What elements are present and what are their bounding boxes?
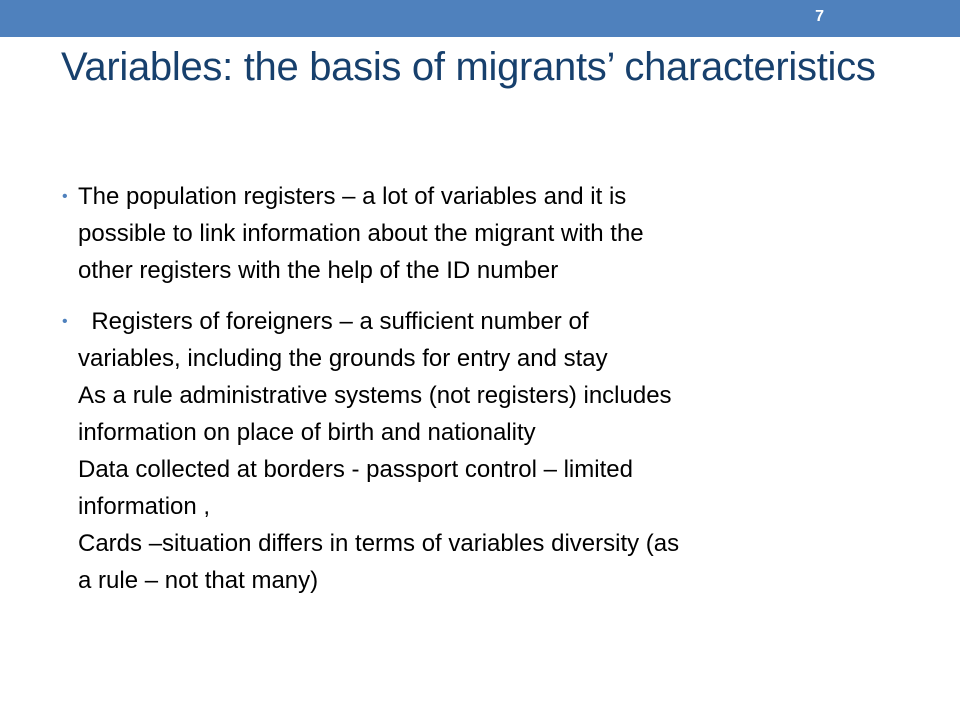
bullet-line: variables, including the grounds for entry and stay <box>78 345 608 372</box>
bullet-line: information on place of birth and nationality <box>78 419 536 446</box>
bullet-line: possible to link information about the migrant with the <box>78 220 644 247</box>
bullet-line: The population registers – a lot of variables and it is <box>78 183 627 210</box>
slide-number: 7 <box>815 8 824 25</box>
bullet-list <box>62 178 882 613</box>
bullet-item <box>62 303 882 599</box>
bullet-line: other registers with the help of the ID number <box>78 257 559 284</box>
bullet-line: information , <box>78 493 211 520</box>
bullet-line: Registers of foreigners – a sufficient number of <box>78 308 589 335</box>
bullet-line: a rule – not that many) <box>78 567 319 594</box>
slide-title: Variables: the basis of migrants’ characteristics <box>61 45 876 89</box>
header-bar <box>0 0 960 37</box>
bullet-line: Data collected at borders - passport control – limited <box>78 456 633 483</box>
bullet-line: As a rule administrative systems (not registers) includes <box>78 382 672 409</box>
bullet-line: Cards –situation differs in terms of variables diversity (as <box>78 530 680 557</box>
bullet-icon: • <box>62 313 68 330</box>
bullet-icon: • <box>62 188 68 205</box>
bullet-item <box>62 178 882 289</box>
